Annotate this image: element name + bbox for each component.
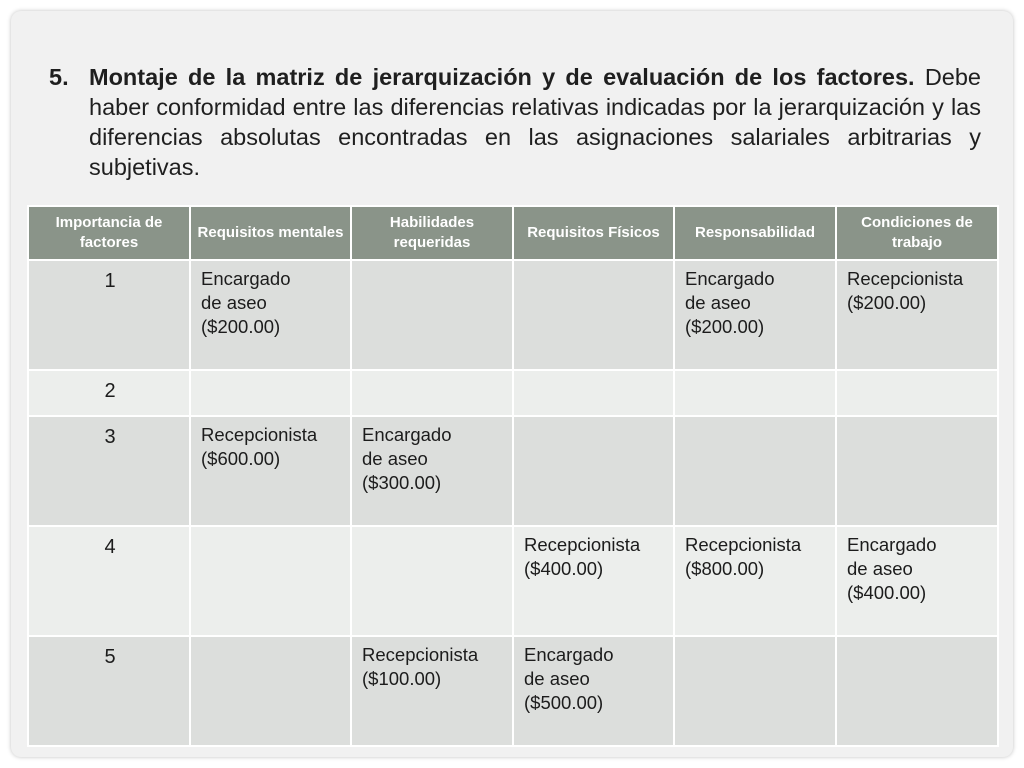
table-cell bbox=[674, 526, 836, 636]
table-cell bbox=[513, 636, 674, 746]
header-requisitos-fisicos: Requisitos Físicos bbox=[513, 206, 674, 260]
table-cell bbox=[351, 416, 513, 526]
header-responsabilidad: Responsabilidad bbox=[674, 206, 836, 260]
header-habilidades: Habilidades requeridas bbox=[351, 206, 513, 260]
table-cell bbox=[190, 370, 351, 416]
table-cell bbox=[351, 526, 513, 636]
rank-cell: 2 bbox=[28, 370, 190, 416]
cell-text-line: Recepcionista bbox=[685, 534, 802, 555]
table-body bbox=[28, 260, 998, 746]
numbered-point bbox=[49, 62, 981, 182]
cell-text-line: ($400.00) bbox=[524, 558, 604, 579]
table-cell bbox=[674, 416, 836, 526]
cell-text-line: Encargado bbox=[685, 268, 775, 289]
table-cell bbox=[351, 636, 513, 746]
table-row bbox=[28, 636, 998, 746]
cell-text-line: ($400.00) bbox=[847, 582, 927, 603]
factor-matrix-table bbox=[27, 205, 999, 747]
header-condiciones: Condiciones de trabajo bbox=[836, 206, 998, 260]
table-cell bbox=[190, 416, 351, 526]
cell-text-line: de aseo bbox=[847, 558, 913, 579]
cell-text-line: Encargado bbox=[847, 534, 937, 555]
cell-text-line: Encargado bbox=[201, 268, 291, 289]
cell-text-line: Encargado bbox=[362, 424, 452, 445]
header-importancia: Importancia de factores bbox=[28, 206, 190, 260]
cell-text-line: ($200.00) bbox=[847, 292, 927, 313]
point-lead: Montaje de la matriz de jerarquización y de evaluación de los factores. bbox=[89, 64, 915, 90]
table-row bbox=[28, 416, 998, 526]
point-body bbox=[89, 62, 981, 182]
cell-text-line: ($500.00) bbox=[524, 692, 604, 713]
table-cell bbox=[513, 260, 674, 370]
table-row bbox=[28, 260, 998, 370]
cell-text-line: Encargado bbox=[524, 644, 614, 665]
table-cell bbox=[836, 526, 998, 636]
rank-cell: 5 bbox=[28, 636, 190, 746]
cell-text-line: ($800.00) bbox=[685, 558, 765, 579]
table-cell bbox=[674, 260, 836, 370]
cell-text-line: Recepcionista bbox=[524, 534, 641, 555]
point-text: Debe haber conformidad entre las diferencias relativas indicadas por la jerarquización y las diferencias absolutas encontradas en las asignaciones salariales arbitrarias y subjetivas. bbox=[89, 64, 981, 180]
table-row bbox=[28, 370, 998, 416]
table-cell bbox=[513, 416, 674, 526]
cell-text-line: ($200.00) bbox=[201, 316, 281, 337]
table-cell bbox=[190, 260, 351, 370]
table-cell bbox=[513, 526, 674, 636]
rank-cell: 4 bbox=[28, 526, 190, 636]
table-cell bbox=[836, 416, 998, 526]
cell-text-line: ($100.00) bbox=[362, 668, 442, 689]
rank-cell: 1 bbox=[28, 260, 190, 370]
cell-text-line: de aseo bbox=[201, 292, 267, 313]
cell-text-line: Recepcionista bbox=[847, 268, 964, 289]
cell-text-line: Recepcionista bbox=[201, 424, 318, 445]
rank-cell: 3 bbox=[28, 416, 190, 526]
table-cell bbox=[836, 260, 998, 370]
table-cell bbox=[351, 260, 513, 370]
table-cell bbox=[674, 370, 836, 416]
table-cell bbox=[513, 370, 674, 416]
table-header-row bbox=[28, 206, 998, 260]
cell-text-line: de aseo bbox=[362, 448, 428, 469]
table-cell bbox=[190, 526, 351, 636]
cell-text-line: ($300.00) bbox=[362, 472, 442, 493]
table-cell bbox=[836, 370, 998, 416]
cell-text-line: de aseo bbox=[524, 668, 590, 689]
cell-text-line: ($200.00) bbox=[685, 316, 765, 337]
table-row bbox=[28, 526, 998, 636]
header-requisitos-mentales: Requisitos mentales bbox=[190, 206, 351, 260]
table-cell bbox=[674, 636, 836, 746]
table-cell bbox=[836, 636, 998, 746]
cell-text-line: Recepcionista bbox=[362, 644, 479, 665]
table-cell bbox=[351, 370, 513, 416]
cell-text-line: ($600.00) bbox=[201, 448, 281, 469]
cell-text-line: de aseo bbox=[685, 292, 751, 313]
point-number: 5. bbox=[49, 64, 69, 90]
table-cell bbox=[190, 636, 351, 746]
